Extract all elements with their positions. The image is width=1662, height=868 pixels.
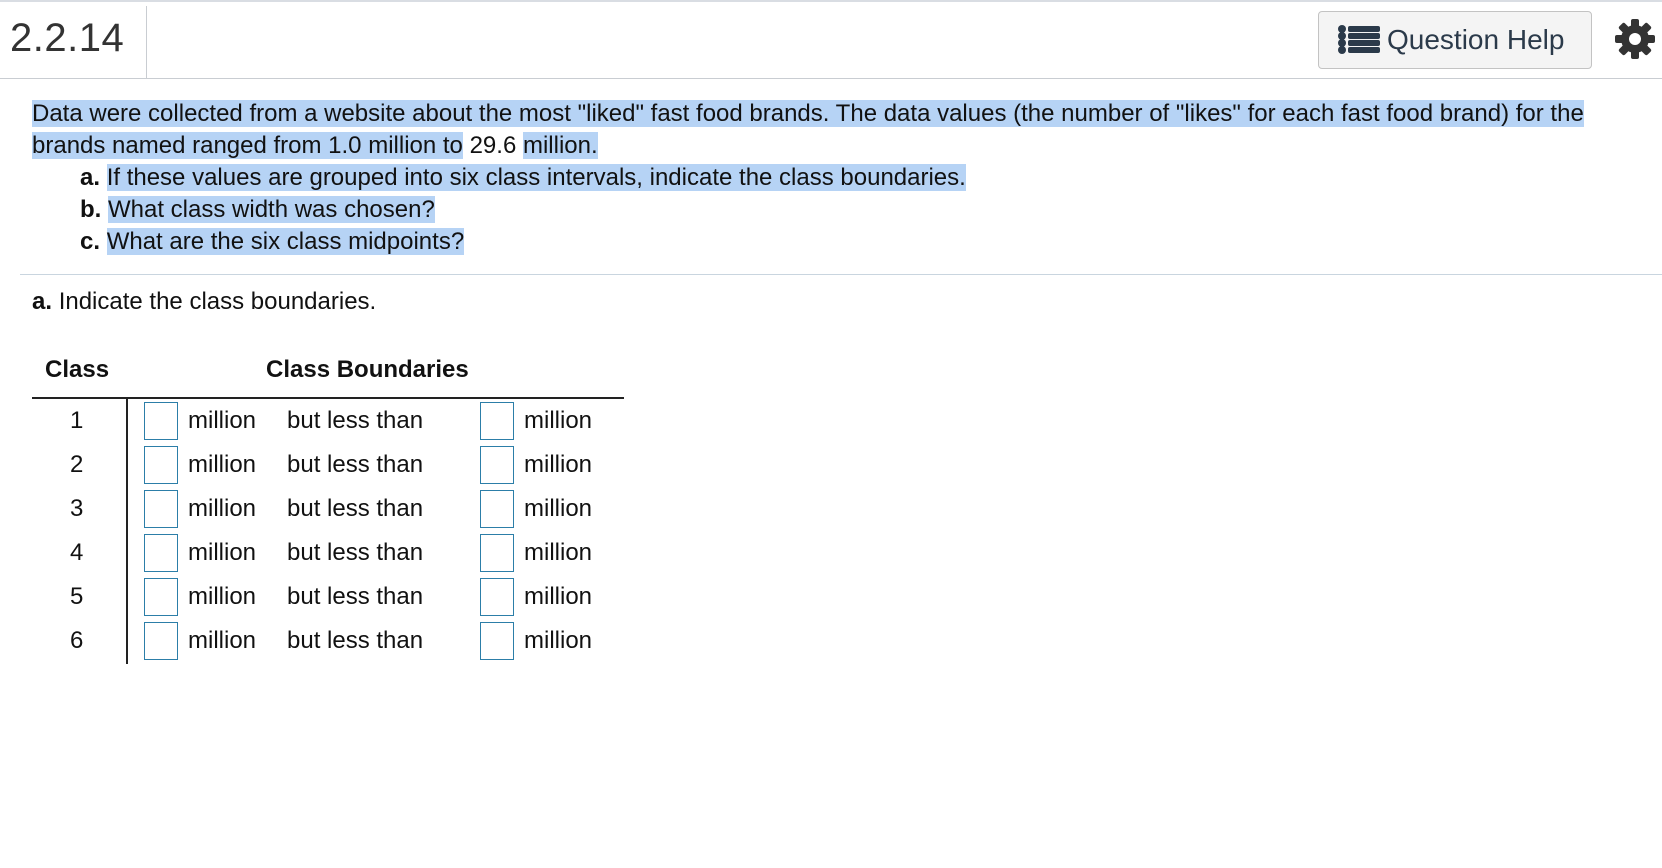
part-a-prompt [32, 288, 376, 316]
question-header [0, 2, 1662, 79]
but-less-than-label: but less than [287, 407, 424, 434]
unit-label: million [524, 539, 593, 566]
header-divider [146, 6, 147, 78]
problem-part-a [32, 162, 1642, 194]
unit-label: million [188, 407, 257, 434]
unit-label: million [188, 627, 257, 654]
class-number: 3 [70, 495, 84, 522]
part-text: If these values are grouped into six class intervals, indicate the class boundaries. [106, 164, 966, 191]
part-letter: b. [80, 196, 102, 223]
table-row [0, 487, 640, 531]
lower-boundary-input[interactable] [144, 622, 178, 660]
upper-boundary-input[interactable] [480, 622, 514, 660]
upper-boundary-input[interactable] [480, 402, 514, 440]
column-header-class-boundaries: Class Boundaries [266, 356, 469, 383]
class-number: 2 [70, 451, 84, 478]
class-number: 1 [70, 407, 84, 434]
problem-intro [32, 98, 1642, 162]
unit-label: million [188, 539, 257, 566]
unit-label: million [524, 451, 593, 478]
section-divider [20, 274, 1662, 275]
but-less-than-label: but less than [287, 495, 424, 522]
lower-boundary-input[interactable] [144, 490, 178, 528]
problem-intro-text: Data were collected from a website about the most "liked" fast food brands. The data values (the number of "likes" for each fast food brand) for the brands named ranged from 1.0 million to [32, 100, 1584, 159]
list-icon [1337, 23, 1381, 57]
unit-label: million [188, 495, 257, 522]
upper-boundary-input[interactable] [480, 446, 514, 484]
unit-label: million [524, 407, 593, 434]
lower-boundary-input[interactable] [144, 446, 178, 484]
but-less-than-label: but less than [287, 539, 424, 566]
part-text: What are the six class midpoints? [106, 228, 465, 255]
unit-label: million [188, 451, 257, 478]
class-number: 6 [70, 627, 84, 654]
part-a-text: Indicate the class boundaries. [58, 288, 377, 315]
part-a-letter: a. [32, 288, 53, 315]
table-row [0, 399, 640, 443]
gear-icon[interactable] [1614, 18, 1656, 60]
unit-label: million [524, 583, 593, 610]
column-header-class: Class [45, 356, 110, 383]
part-text: What class width was chosen? [108, 196, 435, 223]
part-letter: a. [80, 164, 101, 191]
problem-statement [32, 98, 1642, 258]
table-row [0, 575, 640, 619]
problem-intro-end: million. [522, 132, 598, 159]
problem-part-b [32, 194, 1642, 226]
part-letter: c. [80, 228, 101, 255]
table-row [0, 619, 640, 663]
upper-boundary-input[interactable] [480, 490, 514, 528]
lower-boundary-input[interactable] [144, 534, 178, 572]
upper-boundary-input[interactable] [480, 578, 514, 616]
problem-intro-value: 29.6 [469, 132, 517, 159]
upper-boundary-input[interactable] [480, 534, 514, 572]
unit-label: million [524, 627, 593, 654]
question-help-label: Question Help [1387, 24, 1565, 55]
question-number: 2.2.14 [10, 16, 125, 60]
but-less-than-label: but less than [287, 451, 424, 478]
question-help-button[interactable] [1318, 11, 1592, 69]
table-row [0, 443, 640, 487]
unit-label: million [188, 583, 257, 610]
lower-boundary-input[interactable] [144, 578, 178, 616]
class-number: 4 [70, 539, 84, 566]
unit-label: million [524, 495, 593, 522]
but-less-than-label: but less than [287, 583, 424, 610]
table-row [0, 531, 640, 575]
lower-boundary-input[interactable] [144, 402, 178, 440]
problem-part-c [32, 226, 1642, 258]
but-less-than-label: but less than [287, 627, 424, 654]
class-number: 5 [70, 583, 84, 610]
